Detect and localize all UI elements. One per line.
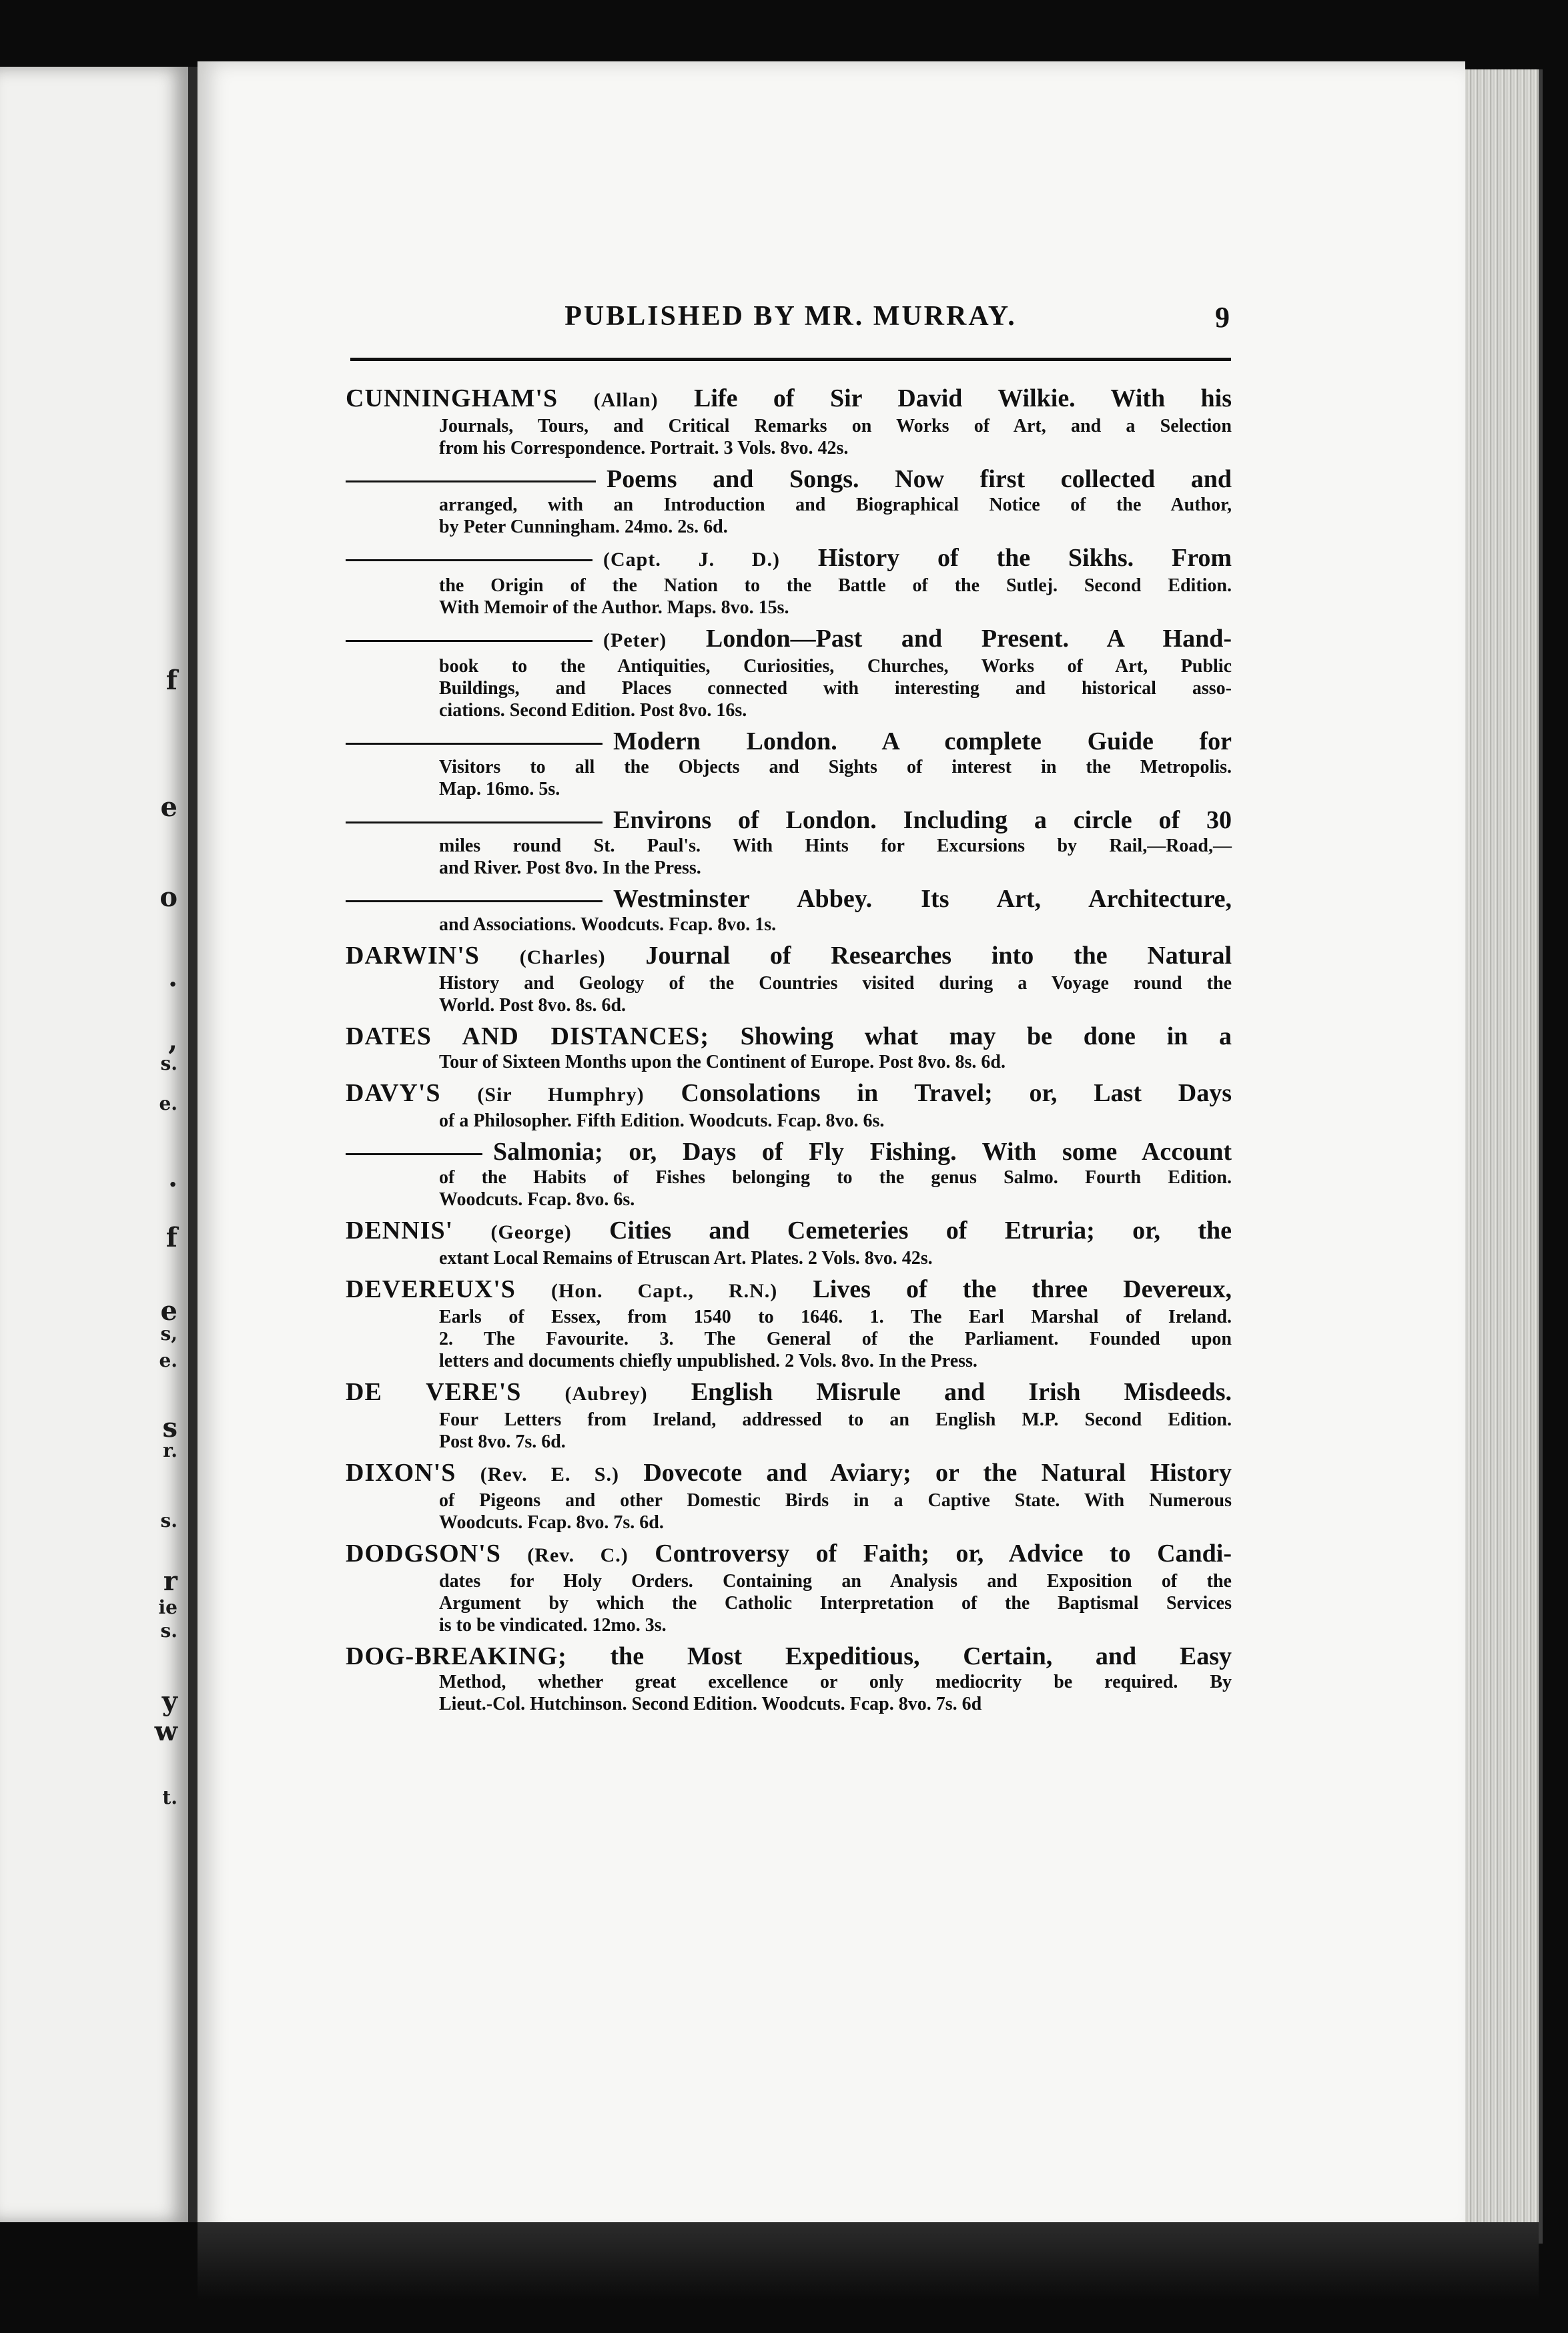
description-line: Woodcuts. Fcap. 8vo. 6s. bbox=[439, 1189, 635, 1210]
facing-page-fragment: e. bbox=[159, 1349, 177, 1371]
author-name: DE VERE'S bbox=[346, 1378, 522, 1406]
facing-page-fragment: ie bbox=[158, 1596, 177, 1618]
author-name: DODGSON'S bbox=[346, 1540, 501, 1568]
catalogue-entry bbox=[346, 1216, 1232, 1269]
facing-page-fragment: s. bbox=[160, 1052, 177, 1074]
author-qualifier: (Aubrey) bbox=[564, 1383, 648, 1405]
author-qualifier: (Sir Humphry) bbox=[477, 1084, 645, 1106]
description-line: Post 8vo. 7s. 6d. bbox=[439, 1431, 566, 1452]
description-line: Method, whether great excellence or only mediocrity be required. By bbox=[439, 1672, 1232, 1692]
description-line: 2. The Favourite. 3. The General of the Parliament. Founded upon bbox=[439, 1329, 1232, 1349]
entry-heading bbox=[346, 464, 1232, 494]
page-number: 9 bbox=[1215, 301, 1230, 334]
book-title: English Misrule and Irish Misdeeds. bbox=[691, 1378, 1232, 1406]
facing-page-fragment: . bbox=[168, 1162, 177, 1193]
scan-shadow bbox=[198, 2222, 1539, 2333]
entry-heading bbox=[346, 805, 1232, 835]
entry-heading bbox=[346, 1458, 1232, 1489]
author-qualifier: (Allan) bbox=[593, 389, 659, 411]
book-title: History of the Sikhs. From bbox=[817, 544, 1232, 572]
catalogue-entry bbox=[346, 1539, 1232, 1636]
page-edges bbox=[1465, 69, 1543, 2244]
book-title: Dovecote and Aviary; or the Natural History bbox=[643, 1459, 1232, 1487]
author-name: DENNIS' bbox=[346, 1217, 454, 1245]
description-line: and Associations. Woodcuts. Fcap. 8vo. 1s. bbox=[439, 914, 777, 935]
book-title: Lives of the three Devereux, bbox=[813, 1275, 1232, 1303]
entry-heading bbox=[346, 1216, 1232, 1247]
book-title: Journal of Researches into the Natural bbox=[645, 942, 1232, 970]
entry-heading bbox=[346, 1022, 1232, 1051]
entry-heading bbox=[346, 884, 1232, 914]
ditto-rule bbox=[346, 480, 596, 482]
ditto-rule bbox=[346, 559, 593, 561]
book-title: Salmonia; or, Days of Fly Fishing. With some Account bbox=[493, 1138, 1232, 1166]
description-line: dates for Holy Orders. Containing an Analysis and Exposition of the bbox=[439, 1571, 1232, 1592]
description-line: History and Geology of the Countries visited during a Voyage round the bbox=[439, 973, 1232, 994]
entry-description bbox=[439, 1489, 1232, 1534]
entry-heading bbox=[346, 1137, 1232, 1166]
catalogue-entry bbox=[346, 624, 1232, 721]
author-name: DIXON'S bbox=[346, 1459, 456, 1487]
book-title: Controversy of Faith; or, Advice to Candi- bbox=[655, 1540, 1232, 1568]
description-line: miles round St. Paul's. With Hints for Excursions by Rail,—Road,— bbox=[439, 836, 1232, 856]
ditto-rule bbox=[346, 1153, 482, 1155]
entry-heading bbox=[346, 941, 1232, 972]
entry-heading bbox=[346, 384, 1232, 415]
description-line: extant Local Remains of Etruscan Art. Plates. 2 Vols. 8vo. 42s. bbox=[439, 1248, 933, 1269]
description-line: Tour of Sixteen Months upon the Continent of Europe. Post 8vo. 8s. 6d. bbox=[439, 1052, 1006, 1072]
entry-description bbox=[439, 1409, 1232, 1453]
book-title: the Most Expeditious, Certain, and Easy bbox=[610, 1642, 1232, 1670]
entry-heading bbox=[346, 727, 1232, 756]
entry-description bbox=[439, 1247, 1232, 1269]
description-line: Buildings, and Places connected with interesting and historical asso- bbox=[439, 678, 1232, 699]
facing-page-fragment: s. bbox=[160, 1510, 177, 1532]
description-line: and River. Post 8vo. In the Press. bbox=[439, 858, 701, 878]
description-line: ciations. Second Edition. Post 8vo. 16s. bbox=[439, 700, 747, 721]
entry-description bbox=[439, 835, 1232, 879]
facing-page-fragment: s, bbox=[160, 1323, 177, 1345]
description-line: of Pigeons and other Domestic Birds in a Captive State. With Numerous bbox=[439, 1490, 1232, 1511]
entry-description bbox=[439, 914, 1232, 936]
author-qualifier: (Rev. C.) bbox=[527, 1544, 629, 1566]
ditto-rule bbox=[346, 640, 593, 642]
catalogue-entry bbox=[346, 805, 1232, 879]
facing-page-fragment: r. bbox=[163, 1439, 177, 1461]
facing-page-fragment: e bbox=[160, 791, 177, 823]
entry-description bbox=[439, 1166, 1232, 1211]
catalogue-list bbox=[346, 384, 1232, 1720]
facing-page-fragment: o bbox=[159, 882, 177, 913]
entry-heading bbox=[346, 1642, 1232, 1671]
description-line: Argument by which the Catholic Interpretation of the Baptismal Services bbox=[439, 1593, 1232, 1614]
entry-description bbox=[439, 655, 1232, 721]
facing-page-fragment: . bbox=[168, 962, 177, 993]
description-line: With Memoir of the Author. Maps. 8vo. 15s. bbox=[439, 597, 789, 618]
description-line: Visitors to all the Objects and Sights of interest in the Metropolis. bbox=[439, 757, 1232, 777]
entry-description bbox=[439, 494, 1232, 538]
description-line: by Peter Cunningham. 24mo. 2s. 6d. bbox=[439, 517, 728, 537]
entry-heading bbox=[346, 1275, 1232, 1306]
entry-description bbox=[439, 1671, 1232, 1715]
facing-page-fragment: s bbox=[162, 1412, 177, 1443]
book-title: Showing what may be done in a bbox=[740, 1022, 1232, 1050]
entry-heading bbox=[346, 1377, 1232, 1409]
book-title: Environs of London. Including a circle of 30 bbox=[613, 806, 1232, 834]
entry-description bbox=[439, 575, 1232, 619]
facing-page-fragment: r bbox=[163, 1566, 177, 1597]
description-line: Four Letters from Ireland, addressed to an English M.P. Second Edition. bbox=[439, 1409, 1232, 1430]
author-name: DAVY'S bbox=[346, 1079, 441, 1107]
author-qualifier: (Rev. E. S.) bbox=[480, 1463, 619, 1485]
author-qualifier: (Hon. Capt., R.N.) bbox=[551, 1280, 778, 1302]
entry-heading bbox=[346, 543, 1232, 575]
description-line: the Origin of the Nation to the Battle of the Sutlej. Second Edition. bbox=[439, 575, 1232, 596]
description-line: arranged, with an Introduction and Biographical Notice of the Author, bbox=[439, 494, 1232, 515]
entry-heading bbox=[346, 1539, 1232, 1570]
entry-description bbox=[439, 972, 1232, 1016]
facing-page-fragment: , bbox=[168, 1025, 177, 1056]
entry-description bbox=[439, 415, 1232, 459]
catalogue-entry bbox=[346, 464, 1232, 538]
description-line: Map. 16mo. 5s. bbox=[439, 779, 560, 799]
entry-description bbox=[439, 756, 1232, 800]
author-qualifier: (George) bbox=[490, 1221, 572, 1243]
description-line: Earls of Essex, from 1540 to 1646. 1. The Earl Marshal of Ireland. bbox=[439, 1307, 1232, 1327]
ditto-rule bbox=[346, 900, 603, 902]
description-line: Lieut.-Col. Hutchinson. Second Edition. Woodcuts. Fcap. 8vo. 7s. 6d bbox=[439, 1694, 982, 1714]
author-name: DOG-BREAKING; bbox=[346, 1642, 567, 1670]
ditto-rule bbox=[346, 821, 603, 823]
facing-page-fragment: e. bbox=[159, 1092, 177, 1114]
description-line: World. Post 8vo. 8s. 6d. bbox=[439, 995, 627, 1016]
entry-description bbox=[439, 1051, 1232, 1073]
author-name: DEVEREUX'S bbox=[346, 1275, 516, 1303]
book-title: London—Past and Present. A Hand- bbox=[705, 625, 1232, 653]
header-rule bbox=[350, 358, 1231, 361]
description-line: of a Philosopher. Fifth Edition. Woodcuts. Fcap. 8vo. 6s. bbox=[439, 1110, 885, 1131]
catalogue-entry bbox=[346, 1458, 1232, 1534]
catalogue-entry bbox=[346, 941, 1232, 1016]
catalogue-entry bbox=[346, 1377, 1232, 1453]
description-line: letters and documents chiefly unpublished. 2 Vols. 8vo. In the Press. bbox=[439, 1351, 977, 1371]
description-line: is to be vindicated. 12mo. 3s. bbox=[439, 1615, 667, 1636]
book-title: Life of Sir David Wilkie. With his bbox=[694, 384, 1232, 412]
catalogue-entry bbox=[346, 384, 1232, 459]
facing-page bbox=[0, 67, 198, 2222]
catalogue-entry bbox=[346, 727, 1232, 800]
author-name: DATES AND DISTANCES; bbox=[346, 1022, 709, 1050]
facing-page-fragment: t. bbox=[162, 1786, 177, 1808]
entry-heading bbox=[346, 1078, 1232, 1110]
entry-heading bbox=[346, 624, 1232, 655]
facing-page-fragment: f bbox=[165, 1222, 177, 1253]
author-name: DARWIN'S bbox=[346, 942, 480, 970]
description-line: Woodcuts. Fcap. 8vo. 7s. 6d. bbox=[439, 1512, 664, 1533]
running-header bbox=[350, 300, 1231, 347]
catalogue-entry bbox=[346, 1275, 1232, 1372]
entry-description bbox=[439, 1570, 1232, 1636]
facing-page-fragment: s. bbox=[160, 1620, 177, 1642]
header-title: PUBLISHED BY MR. MURRAY. bbox=[564, 301, 1017, 332]
book-title: Westminster Abbey. Its Art, Architecture, bbox=[613, 885, 1232, 913]
book-title: Cities and Cemeteries of Etruria; or, the bbox=[609, 1217, 1232, 1245]
ditto-rule bbox=[346, 743, 603, 745]
catalogue-entry bbox=[346, 1078, 1232, 1132]
facing-page-fragment: f bbox=[165, 665, 177, 696]
facing-page-fragment: y bbox=[161, 1686, 177, 1717]
facing-page-fragment: w bbox=[154, 1716, 177, 1747]
book-title: Poems and Songs. Now first collected and bbox=[607, 465, 1232, 493]
book-title: Modern London. A complete Guide for bbox=[613, 727, 1232, 755]
author-name: CUNNINGHAM'S bbox=[346, 384, 558, 412]
description-line: from his Correspondence. Portrait. 3 Vols. 8vo. 42s. bbox=[439, 438, 849, 458]
description-line: of the Habits of Fishes belonging to the genus Salmo. Fourth Edition. bbox=[439, 1167, 1232, 1188]
catalogue-entry bbox=[346, 1642, 1232, 1715]
description-line: Journals, Tours, and Critical Remarks on Works of Art, and a Selection bbox=[439, 416, 1232, 436]
author-qualifier: (Capt. J. D.) bbox=[603, 549, 781, 571]
description-line: book to the Antiquities, Curiosities, Churches, Works of Art, Public bbox=[439, 656, 1232, 677]
entry-description bbox=[439, 1110, 1232, 1132]
facing-page-fragment: e bbox=[160, 1295, 177, 1327]
catalogue-entry bbox=[346, 884, 1232, 936]
author-qualifier: (Charles) bbox=[519, 946, 606, 968]
catalogue-entry bbox=[346, 543, 1232, 619]
author-qualifier: (Peter) bbox=[603, 629, 667, 651]
catalogue-entry bbox=[346, 1137, 1232, 1211]
catalogue-entry bbox=[346, 1022, 1232, 1073]
book-title: Consolations in Travel; or, Last Days bbox=[681, 1079, 1232, 1107]
entry-description bbox=[439, 1306, 1232, 1372]
